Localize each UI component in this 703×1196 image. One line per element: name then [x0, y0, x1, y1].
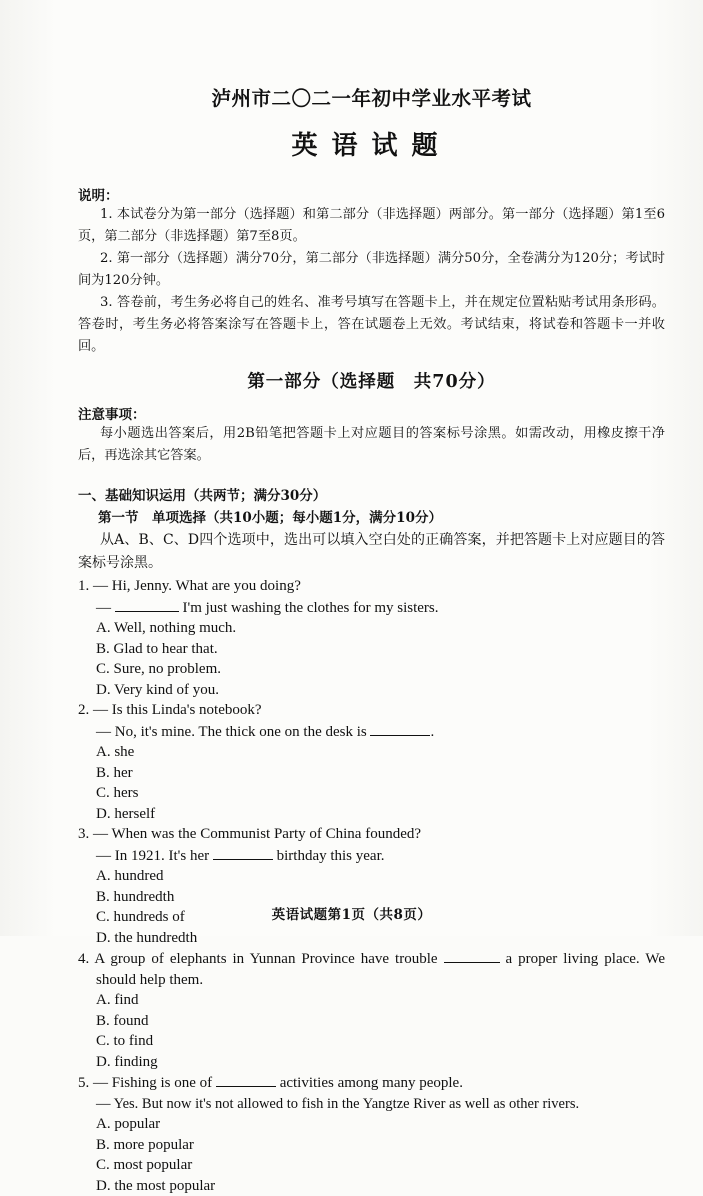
answer-blank: [115, 597, 179, 612]
options-list: [78, 618, 665, 700]
notes-label: 说明：: [78, 184, 665, 204]
answer-blank: [213, 845, 273, 860]
section-instructions: 从A、B、C、D四个选项中，选出可以填入空白处的正确答案，并把答题卡上对应题目的答案标号涂黑。: [78, 529, 665, 575]
section-title: 一、基础知识运用（共两节；满分30分）: [78, 485, 665, 507]
notes-block: [78, 184, 665, 358]
option-d: D. Very kind of you.: [96, 680, 388, 701]
option-a: A. popular: [96, 1114, 388, 1135]
options-list: [78, 1114, 665, 1196]
question-reply: — No, it's mine. The thick one on the desk is .: [78, 721, 665, 743]
question-stem: 4. A group of elephants in Yunnan Province have trouble a proper living place. We should help them.: [78, 948, 665, 990]
answer-blank: [444, 948, 500, 963]
option-a: A. Well, nothing much.: [96, 618, 388, 639]
options-list: [78, 990, 665, 1072]
question-1: [78, 576, 665, 700]
question-stem: 1. — Hi, Jenny. What are you doing?: [78, 576, 665, 597]
question-stem: 2. — Is this Linda's notebook?: [78, 700, 665, 721]
option-c: C. most popular: [96, 1155, 388, 1176]
exam-subtitle: 英语试题: [78, 125, 665, 162]
option-b: B. found: [96, 1011, 388, 1032]
question-reply: — I'm just washing the clothes for my sisters.: [78, 597, 665, 619]
option-c: C. Sure, no problem.: [96, 659, 388, 680]
answer-blank: [216, 1072, 276, 1087]
option-d: D. herself: [96, 804, 388, 825]
option-b: B. her: [96, 763, 388, 784]
question-reply: — In 1921. It's her birthday this year.: [78, 845, 665, 867]
question-5: [78, 1072, 665, 1196]
notes-item-2: 2. 第一部分（选择题）满分70分，第二部分（非选择题）满分50分，全卷满分为120分；考试时间为120分钟。: [78, 248, 665, 292]
option-c: C. hundreds of: [96, 907, 388, 928]
question-4: [78, 948, 665, 1072]
option-d: D. the most popular: [96, 1176, 388, 1196]
question-reply: — Yes. But now it's not allowed to fish in the Yangtze River as well as other rivers.: [78, 1094, 665, 1115]
notes-item-1: 1. 本试卷分为第一部分（选择题）和第二部分（非选择题）两部分。第一部分（选择题）第1至6页，第二部分（非选择题）第7至8页。: [78, 204, 665, 248]
page-footer: 英语试题第1页（共8页）: [0, 903, 703, 923]
exam-title: 泸州市二〇二一年初中学业水平考试: [78, 0, 665, 111]
question-stem: 5. — Fishing is one of activities among many people.: [78, 1072, 665, 1094]
option-a: A. find: [96, 990, 388, 1011]
option-a: A. hundred: [96, 866, 388, 887]
part-one-title: 第一部分（选择题 共70分）: [78, 368, 665, 393]
option-b: B. Glad to hear that.: [96, 639, 388, 660]
option-b: B. hundredth: [96, 887, 388, 908]
option-a: A. she: [96, 742, 388, 763]
option-d: D. finding: [96, 1052, 388, 1073]
option-c: C. to find: [96, 1031, 388, 1052]
option-c: C. hers: [96, 783, 388, 804]
subsection-title: 第一节 单项选择（共10小题；每小题1分，满分10分）: [78, 507, 665, 529]
answer-blank: [370, 721, 430, 736]
attention-text: 每小题选出答案后，用2B铅笔把答题卡上对应题目的答案标号涂黑。如需改动，用橡皮擦干净后，再选涂其它答案。: [78, 423, 665, 467]
notes-item-3: 3. 答卷前，考生务必将自己的姓名、准考号填写在答题卡上，并在规定位置粘贴考试用条形码。答卷时，考生务必将答案涂写在答题卡上，答在试题卷上无效。考试结束，将试卷和答题卡一并收回。: [78, 292, 665, 358]
options-list: [78, 742, 665, 824]
question-stem: 3. — When was the Communist Party of China founded?: [78, 824, 665, 845]
question-3: [78, 824, 665, 948]
attention-label: 注意事项：: [78, 403, 665, 423]
option-d: D. the hundredth: [96, 928, 388, 949]
question-2: [78, 700, 665, 824]
option-b: B. more popular: [96, 1135, 388, 1156]
